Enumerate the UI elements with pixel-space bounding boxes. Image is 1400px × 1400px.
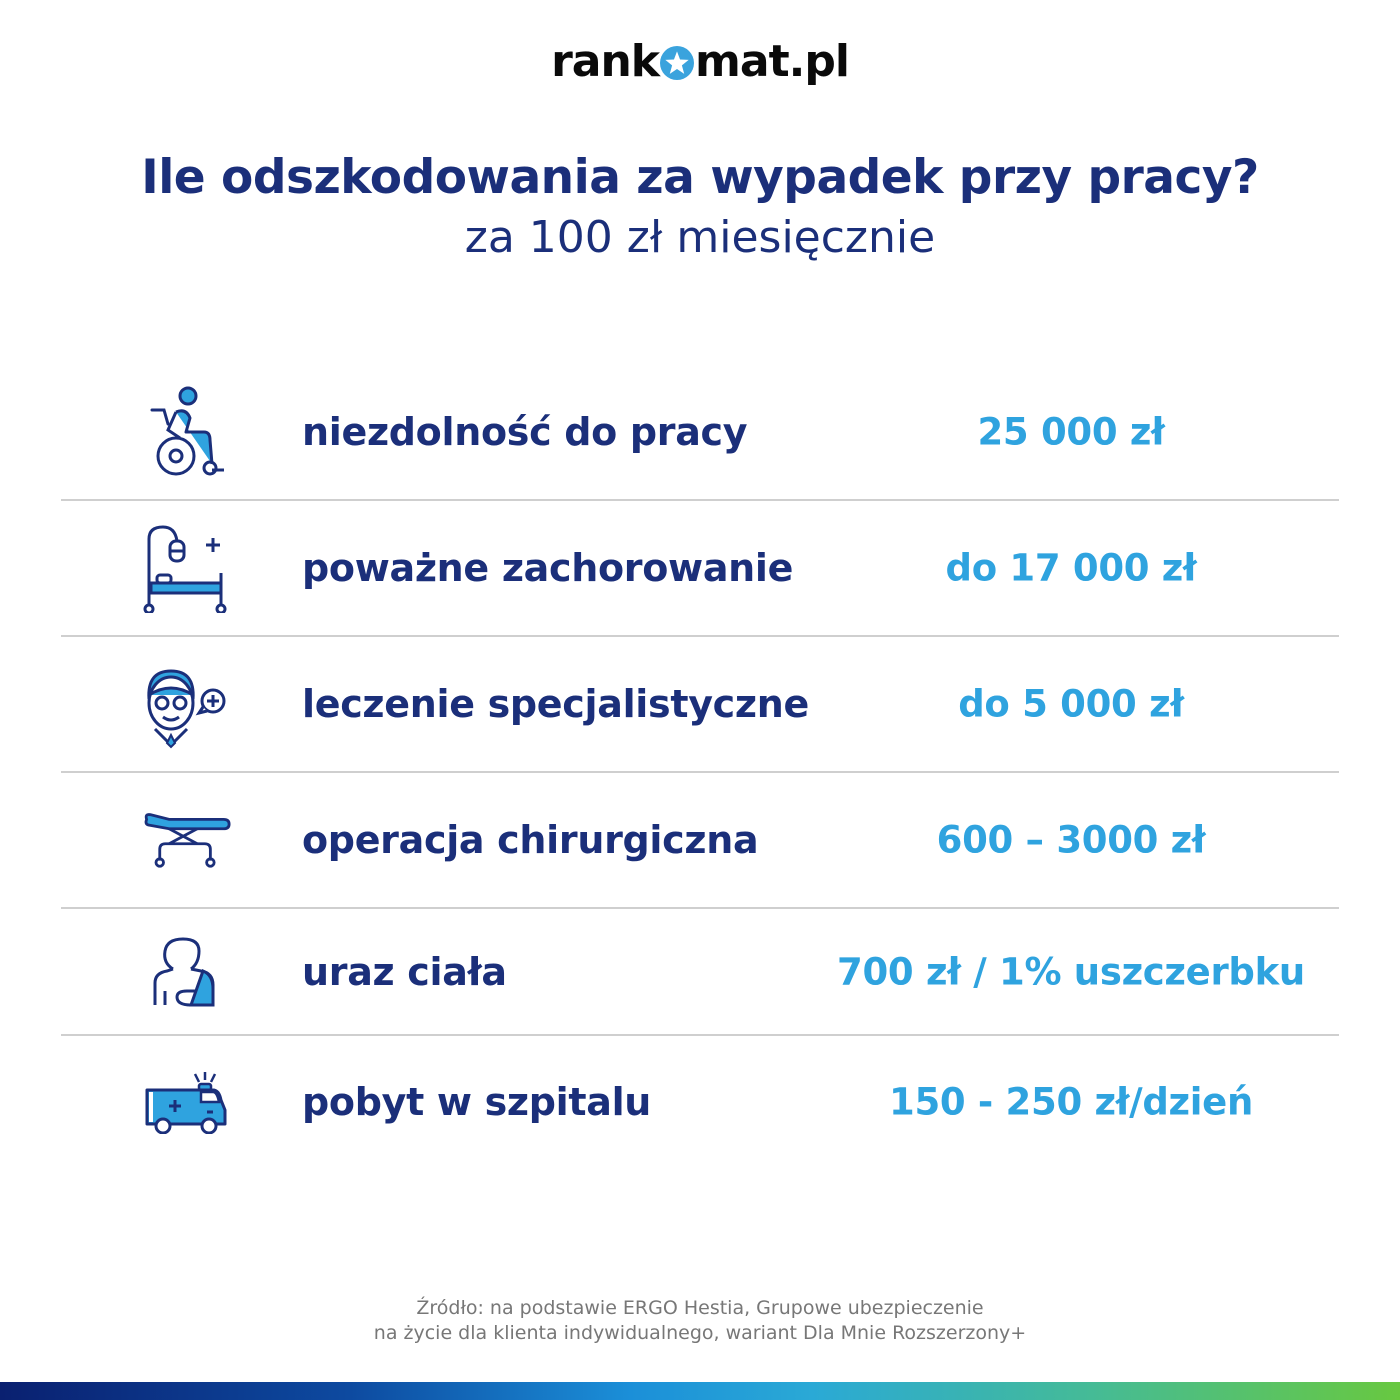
list-item — [61, 637, 1339, 773]
item-value: do 5 000 zł — [958, 682, 1184, 726]
list-item — [61, 501, 1339, 637]
list-item — [61, 365, 1339, 501]
item-label: operacja chirurgiczna — [302, 818, 759, 862]
item-label: niezdolność do pracy — [302, 410, 748, 454]
item-value: 150 - 250 zł/dzień — [889, 1080, 1253, 1124]
source-note — [0, 1296, 1400, 1346]
gradient-footer-bar — [0, 1382, 1400, 1400]
item-value: 600 – 3000 zł — [936, 818, 1206, 862]
stretcher-icon — [141, 795, 231, 885]
star-in-circle-icon — [660, 46, 694, 80]
source-line-1: Źródło: na podstawie ERGO Hestia, Grupowe ubezpieczenie — [416, 1297, 984, 1319]
page-subtitle: za 100 zł miesięcznie — [464, 212, 936, 263]
item-label: poważne zachorowanie — [302, 546, 794, 590]
logo-prefix: rank — [551, 36, 660, 87]
source-line-2: na życie dla klienta indywidualnego, wariant Dla Mnie Rozszerzony+ — [373, 1322, 1027, 1344]
item-label: pobyt w szpitalu — [302, 1080, 652, 1124]
list-item — [61, 773, 1339, 909]
item-label: leczenie specjalistyczne — [302, 682, 809, 726]
item-value: 700 zł / 1% uszczerbku — [837, 950, 1305, 993]
item-label: uraz ciała — [302, 949, 507, 994]
ambulance-icon — [141, 1057, 231, 1147]
page-title: Ile odszkodowania za wypadek przy pracy? — [141, 150, 1259, 205]
list-item — [61, 1036, 1339, 1168]
item-value: 25 000 zł — [977, 410, 1165, 454]
compensation-list — [61, 365, 1339, 1168]
logo-suffix: mat.pl — [695, 36, 849, 87]
item-value: do 17 000 zł — [945, 546, 1197, 590]
list-item — [61, 909, 1339, 1036]
wheelchair-icon — [141, 387, 231, 477]
doctor-icon — [141, 659, 231, 749]
brand-logo — [0, 36, 1400, 88]
hospital-bed-icon — [141, 523, 231, 613]
arm-sling-icon — [141, 927, 231, 1017]
